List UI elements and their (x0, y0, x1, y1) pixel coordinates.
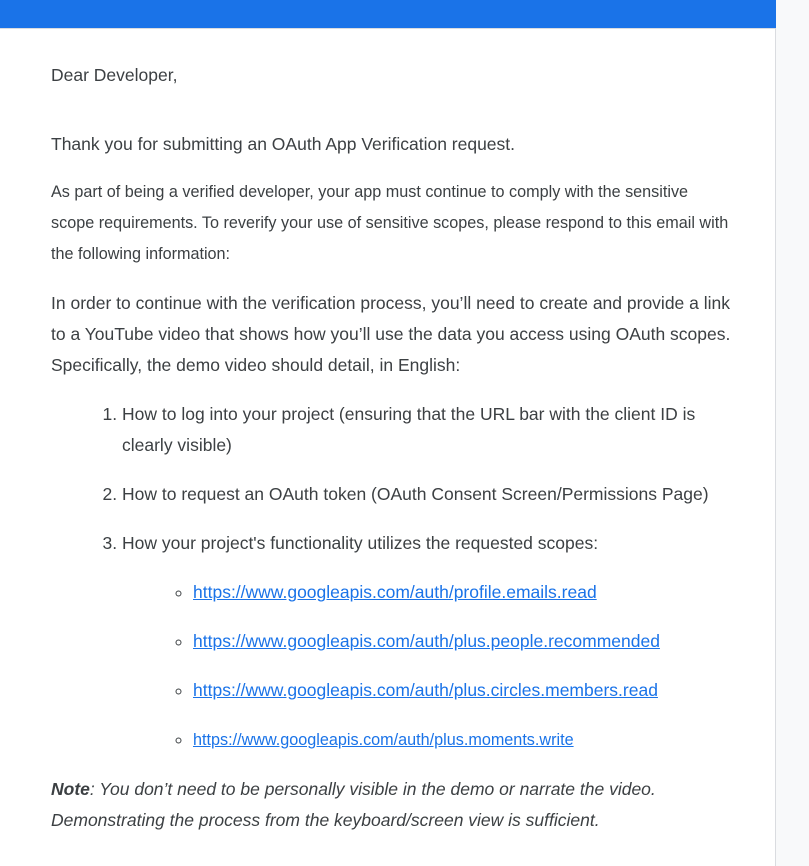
list-item (193, 626, 731, 657)
step-text: How to log into your project (ensuring that the URL bar with the client ID is clearly visible) (122, 404, 696, 455)
note-text: : You don’t need to be personally visible in the demo or narrate the video. Demonstrating the process from the keyboard/screen view is sufficient. (51, 779, 656, 830)
note-paragraph (51, 774, 731, 836)
list-item (193, 675, 731, 706)
scopes-list (122, 577, 731, 756)
scope-link[interactable]: https://www.googleapis.com/auth/plus.people.recommended (193, 631, 660, 651)
steps-list (51, 399, 731, 756)
greeting: Dear Developer, (51, 65, 178, 85)
scope-link[interactable]: https://www.googleapis.com/auth/profile.emails.read (193, 582, 597, 602)
list-item (193, 724, 731, 756)
reverify-paragraph: As part of being a verified developer, your app must continue to comply with the sensitive scope requirements. To reverify your use of sensitive scopes, please respond to this email with the following information: (51, 183, 729, 263)
list-item (122, 399, 731, 461)
list-item (122, 528, 731, 756)
list-item (193, 577, 731, 608)
header-bar (0, 0, 776, 28)
video-instructions-paragraph: In order to continue with the verification process, you’ll need to create and provide a link to a YouTube video that shows how you’ll use the data you access using OAuth scopes. Specifically, the demo video should detail, in English: (51, 293, 731, 375)
scope-link[interactable]: https://www.googleapis.com/auth/plus.moments.write (193, 731, 574, 749)
email-body (51, 60, 731, 836)
step-text: How to request an OAuth token (OAuth Consent Screen/Permissions Page) (122, 484, 709, 504)
header-divider (0, 28, 776, 29)
step-text: How your project's functionality utilizes the requested scopes: (122, 533, 599, 553)
right-gutter (777, 0, 809, 866)
note-label: Note (51, 779, 90, 799)
thanks-paragraph: Thank you for submitting an OAuth App Verification request. (51, 134, 516, 154)
scope-link[interactable]: https://www.googleapis.com/auth/plus.circles.members.read (193, 680, 658, 700)
list-item (122, 479, 731, 510)
